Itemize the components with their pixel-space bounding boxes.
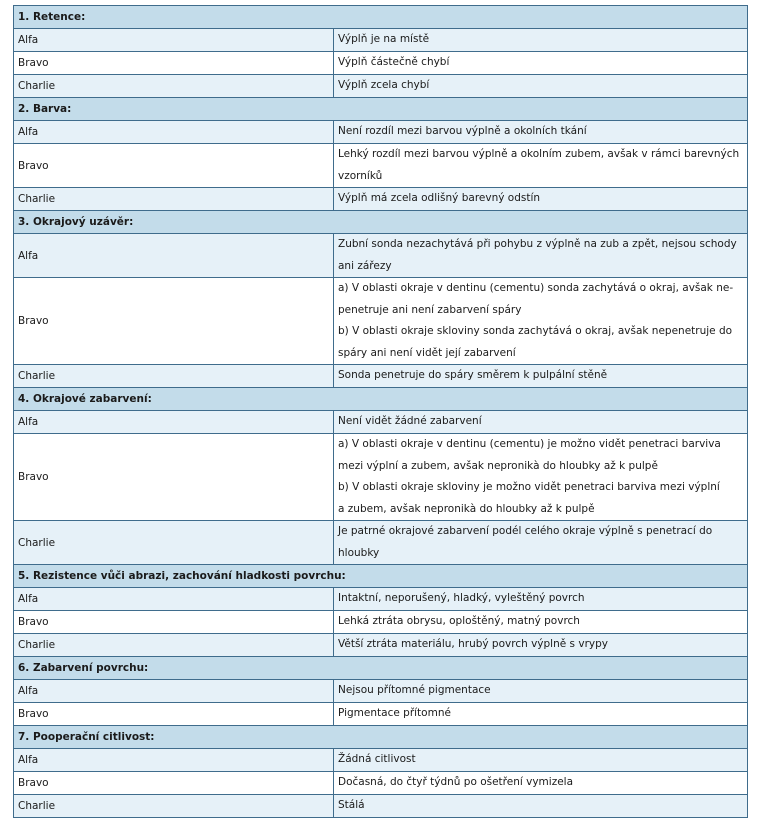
section-header-row <box>14 726 748 749</box>
table-row <box>14 52 748 75</box>
description-line: Větší ztráta materiálu, hrubý povrch výplně s vrypy <box>338 638 608 651</box>
description-cell <box>334 365 748 388</box>
evaluation-criteria-table <box>13 5 748 818</box>
grade-cell: Bravo <box>14 278 334 365</box>
description-cell <box>334 411 748 434</box>
description-line: Výplň má zcela odlišný barevný odstín <box>338 192 541 205</box>
grade-cell: Charlie <box>14 521 334 565</box>
table-row <box>14 634 748 657</box>
description-cell <box>334 680 748 703</box>
description-line: Výplň zcela chybí <box>338 79 430 92</box>
description-line: Není vidět žádné zabarvení <box>338 415 482 428</box>
description-cell <box>334 188 748 211</box>
grade-cell: Bravo <box>14 434 334 521</box>
description-cell <box>334 611 748 634</box>
description-line: Nejsou přítomné pigmentace <box>338 684 491 697</box>
table-row <box>14 772 748 795</box>
grade-cell: Bravo <box>14 52 334 75</box>
description-line: hloubky <box>338 546 380 559</box>
table-row <box>14 521 748 565</box>
section-header-row <box>14 6 748 29</box>
grade-cell: Bravo <box>14 703 334 726</box>
description-line: Pigmentace přítomné <box>338 707 451 720</box>
section-title: 1. Retence: <box>14 6 748 29</box>
description-line: a) V oblasti okraje v dentinu (cementu) je možno vidět penetraci barviva <box>338 438 721 450</box>
description-line: b) V oblasti okraje skloviny sonda zachytává o okraj, avšak nepenetruje do <box>338 325 733 337</box>
grade-cell: Bravo <box>14 611 334 634</box>
section-title: 5. Rezistence vůči abrazi, zachování hladkosti povrchu: <box>14 565 748 588</box>
description-line: Sonda penetruje do spáry směrem k pulpální stěně <box>338 369 608 382</box>
description-line: spáry ani není vidět její zabarvení <box>338 346 516 359</box>
description-line: Stálá <box>338 799 365 812</box>
grade-cell: Alfa <box>14 29 334 52</box>
evaluation-table-container <box>13 5 747 818</box>
grade-cell: Bravo <box>14 772 334 795</box>
table-row <box>14 188 748 211</box>
table-row <box>14 749 748 772</box>
description-line: a zubem, avšak nepronikà do hloubky až k pulpě <box>338 502 595 515</box>
table-row <box>14 680 748 703</box>
description-line: a) V oblasti okraje v dentinu (cementu) sonda zachytává o okraj, avšak ne- <box>338 282 734 294</box>
description-line: Žádná citlivost <box>338 753 416 766</box>
section-title: 3. Okrajový uzávěr: <box>14 211 748 234</box>
section-title: 6. Zabarvení povrchu: <box>14 657 748 680</box>
table-row <box>14 29 748 52</box>
description-line: Dočasná, do čtyř týdnů po ošetření vymizela <box>338 776 574 789</box>
grade-cell: Alfa <box>14 588 334 611</box>
table-row <box>14 234 748 278</box>
grade-cell: Alfa <box>14 749 334 772</box>
description-cell <box>334 434 748 521</box>
table-row <box>14 278 748 365</box>
description-cell <box>334 75 748 98</box>
table-body <box>14 6 748 818</box>
description-cell <box>334 521 748 565</box>
description-line: ani zářezy <box>338 259 392 272</box>
description-cell <box>334 121 748 144</box>
table-row <box>14 434 748 521</box>
description-line: vzorníků <box>338 169 383 182</box>
grade-cell: Alfa <box>14 121 334 144</box>
section-header-row <box>14 388 748 411</box>
section-title: 2. Barva: <box>14 98 748 121</box>
description-cell <box>334 588 748 611</box>
grade-cell: Charlie <box>14 634 334 657</box>
description-cell <box>334 795 748 818</box>
grade-cell: Alfa <box>14 234 334 278</box>
description-cell <box>334 703 748 726</box>
table-row <box>14 121 748 144</box>
description-line: Výplň je na místě <box>338 33 430 46</box>
grade-cell: Alfa <box>14 680 334 703</box>
description-cell <box>334 634 748 657</box>
section-header-row <box>14 565 748 588</box>
table-row <box>14 611 748 634</box>
description-line: mezi výplní a zubem, avšak nepronikà do hloubky až k pulpě <box>338 459 658 472</box>
description-line: Intaktní, neporušený, hladký, vyleštěný povrch <box>338 592 585 605</box>
description-cell <box>334 234 748 278</box>
table-row <box>14 795 748 818</box>
grade-cell: Charlie <box>14 75 334 98</box>
table-row <box>14 588 748 611</box>
section-title: 7. Pooperační citlivost: <box>14 726 748 749</box>
grade-cell: Charlie <box>14 365 334 388</box>
description-line: Není rozdíl mezi barvou výplně a okolních tkání <box>338 125 587 138</box>
description-cell <box>334 144 748 188</box>
section-header-row <box>14 657 748 680</box>
section-title: 4. Okrajové zabarvení: <box>14 388 748 411</box>
description-cell <box>334 29 748 52</box>
grade-cell: Charlie <box>14 188 334 211</box>
table-row <box>14 703 748 726</box>
section-header-row <box>14 98 748 121</box>
description-line: Lehká ztráta obrysu, oploštěný, matný povrch <box>338 615 580 628</box>
description-line: Je patrné okrajové zabarvení podél celého okraje výplně s penetrací do <box>338 525 713 537</box>
description-line: Lehký rozdíl mezi barvou výplně a okolním zubem, avšak v rámci barevných <box>338 148 740 160</box>
description-line: Výplň částečně chybí <box>338 56 450 69</box>
section-header-row <box>14 211 748 234</box>
table-row <box>14 411 748 434</box>
grade-cell: Alfa <box>14 411 334 434</box>
description-cell <box>334 772 748 795</box>
description-line: Zubní sonda nezachytává při pohybu z výplně na zub a zpět, nejsou schody <box>338 238 737 250</box>
description-line: penetruje ani není zabarvení spáry <box>338 303 522 316</box>
table-row <box>14 365 748 388</box>
grade-cell: Charlie <box>14 795 334 818</box>
table-row <box>14 144 748 188</box>
grade-cell: Bravo <box>14 144 334 188</box>
description-cell <box>334 278 748 365</box>
description-cell <box>334 52 748 75</box>
description-cell <box>334 749 748 772</box>
description-line: b) V oblasti okraje skloviny je možno vidět penetraci barviva mezi výplní <box>338 481 720 493</box>
table-row <box>14 75 748 98</box>
